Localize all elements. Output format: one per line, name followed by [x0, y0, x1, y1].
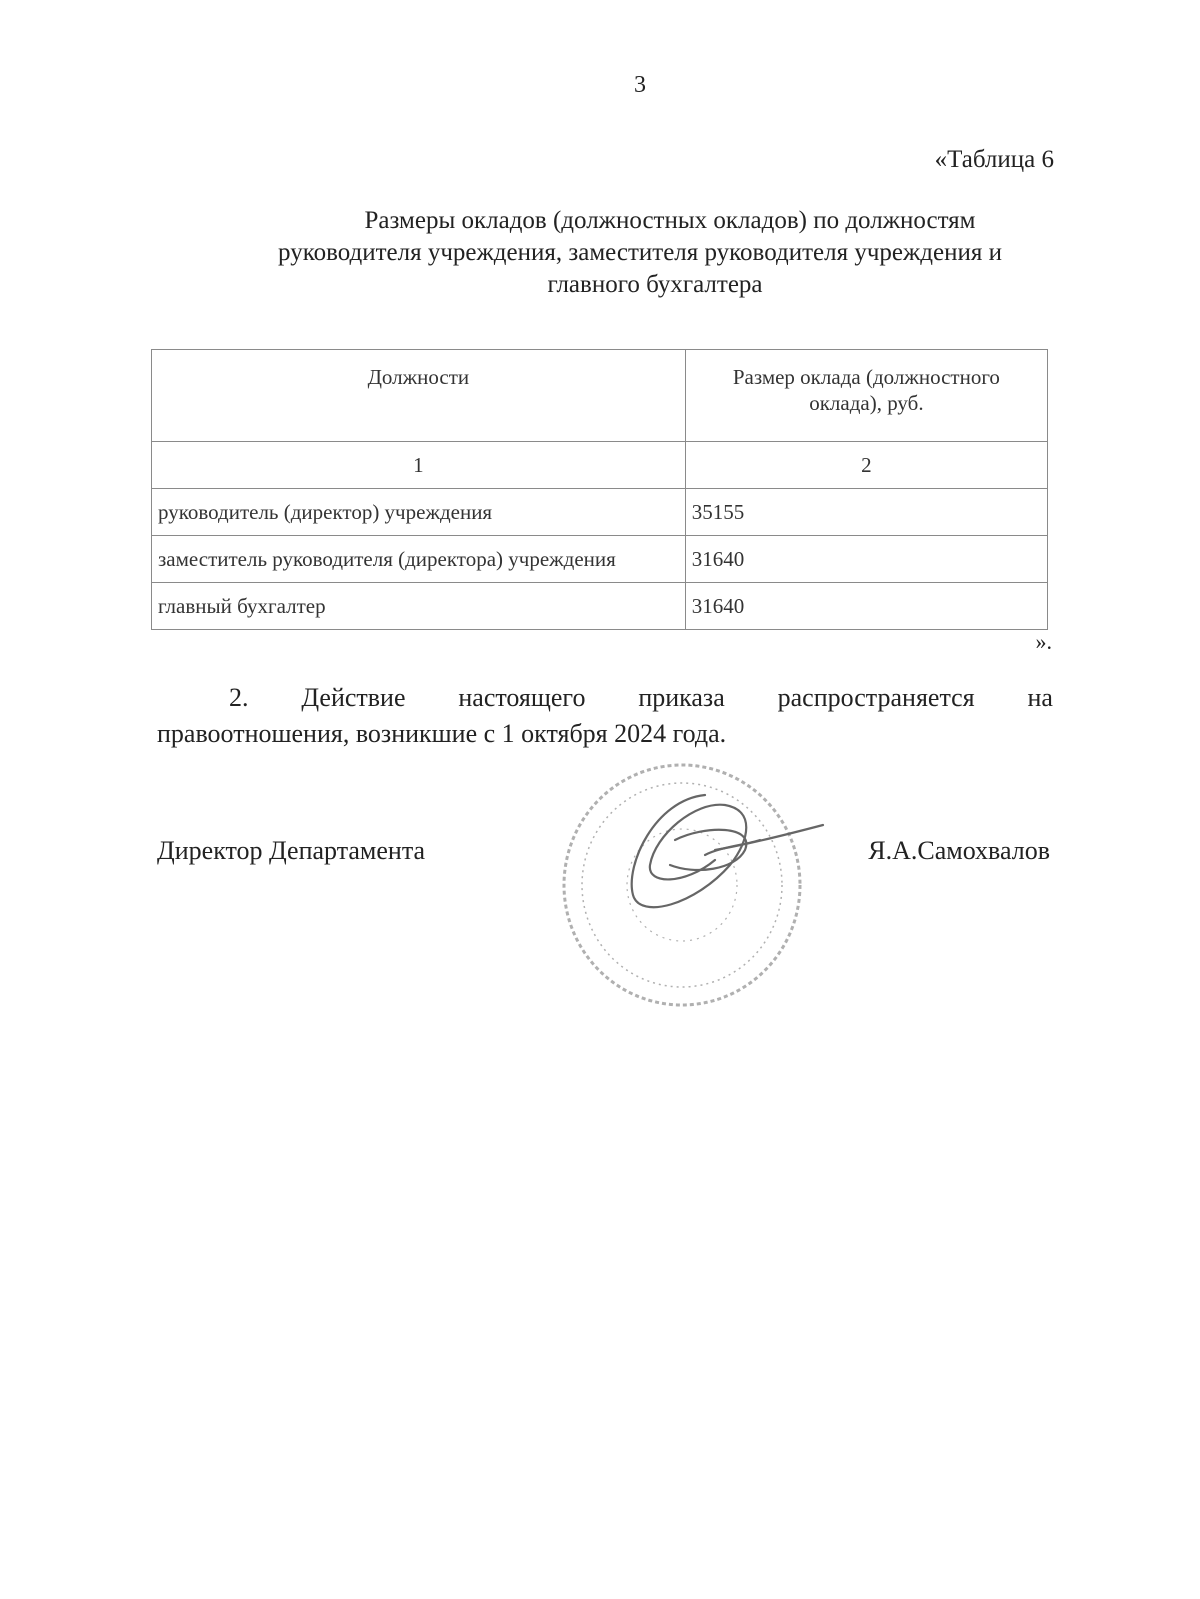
- salary-cell: 35155: [685, 489, 1047, 536]
- salary-cell: 31640: [685, 583, 1047, 630]
- paragraph-2: [157, 680, 1053, 752]
- column-number-row: [152, 442, 1048, 489]
- stamp-with-signature: [555, 755, 825, 1015]
- position-cell: главный бухгалтер: [152, 583, 686, 630]
- table-title: [150, 205, 1130, 301]
- table-title-line-2: руководителя учреждения, заместителя руководителя учреждения и: [278, 239, 1002, 266]
- closing-quote: ».: [1035, 629, 1052, 654]
- handwritten-signature: [632, 795, 823, 907]
- signatory-name: Я.А.Самохвалов: [868, 836, 1050, 865]
- column-number-2: 2: [685, 442, 1047, 489]
- page-number: 3: [634, 72, 646, 98]
- table-reference: «Таблица 6: [934, 146, 1054, 173]
- header-salary-line-2: оклада), руб.: [809, 391, 924, 415]
- salary-cell: 31640: [685, 536, 1047, 583]
- salary-table: [151, 349, 1048, 630]
- header-positions: Должности: [152, 350, 686, 442]
- header-salary: [685, 350, 1047, 442]
- paragraph-word: на: [1027, 683, 1053, 712]
- table-title-line-3: главного бухгалтера: [547, 271, 763, 298]
- signatory-title: Директор Департамента: [157, 836, 426, 865]
- position-cell: заместитель руководителя (директора) учреждения: [152, 536, 686, 583]
- header-salary-line-1: Размер оклада (должностного: [732, 365, 1000, 389]
- paragraph-2-line-1: [157, 680, 1053, 716]
- table-row: [152, 489, 1048, 536]
- paragraph-word: настоящего: [458, 683, 586, 712]
- table-row: [152, 536, 1048, 583]
- paragraph-word: распространяется: [777, 683, 975, 712]
- table-header-row: [152, 350, 1048, 442]
- paragraph-word: приказа: [638, 683, 725, 712]
- paragraph-2-line-2: правоотношения, возникшие с 1 октября 2024 года.: [157, 719, 727, 748]
- column-number-1: 1: [152, 442, 686, 489]
- paragraph-word: Действие: [301, 683, 406, 712]
- table-row: [152, 583, 1048, 630]
- paragraph-word: 2.: [229, 683, 249, 712]
- position-cell: руководитель (директор) учреждения: [152, 489, 686, 536]
- table-title-line-1: Размеры окладов (должностных окладов) по должностям: [364, 207, 976, 234]
